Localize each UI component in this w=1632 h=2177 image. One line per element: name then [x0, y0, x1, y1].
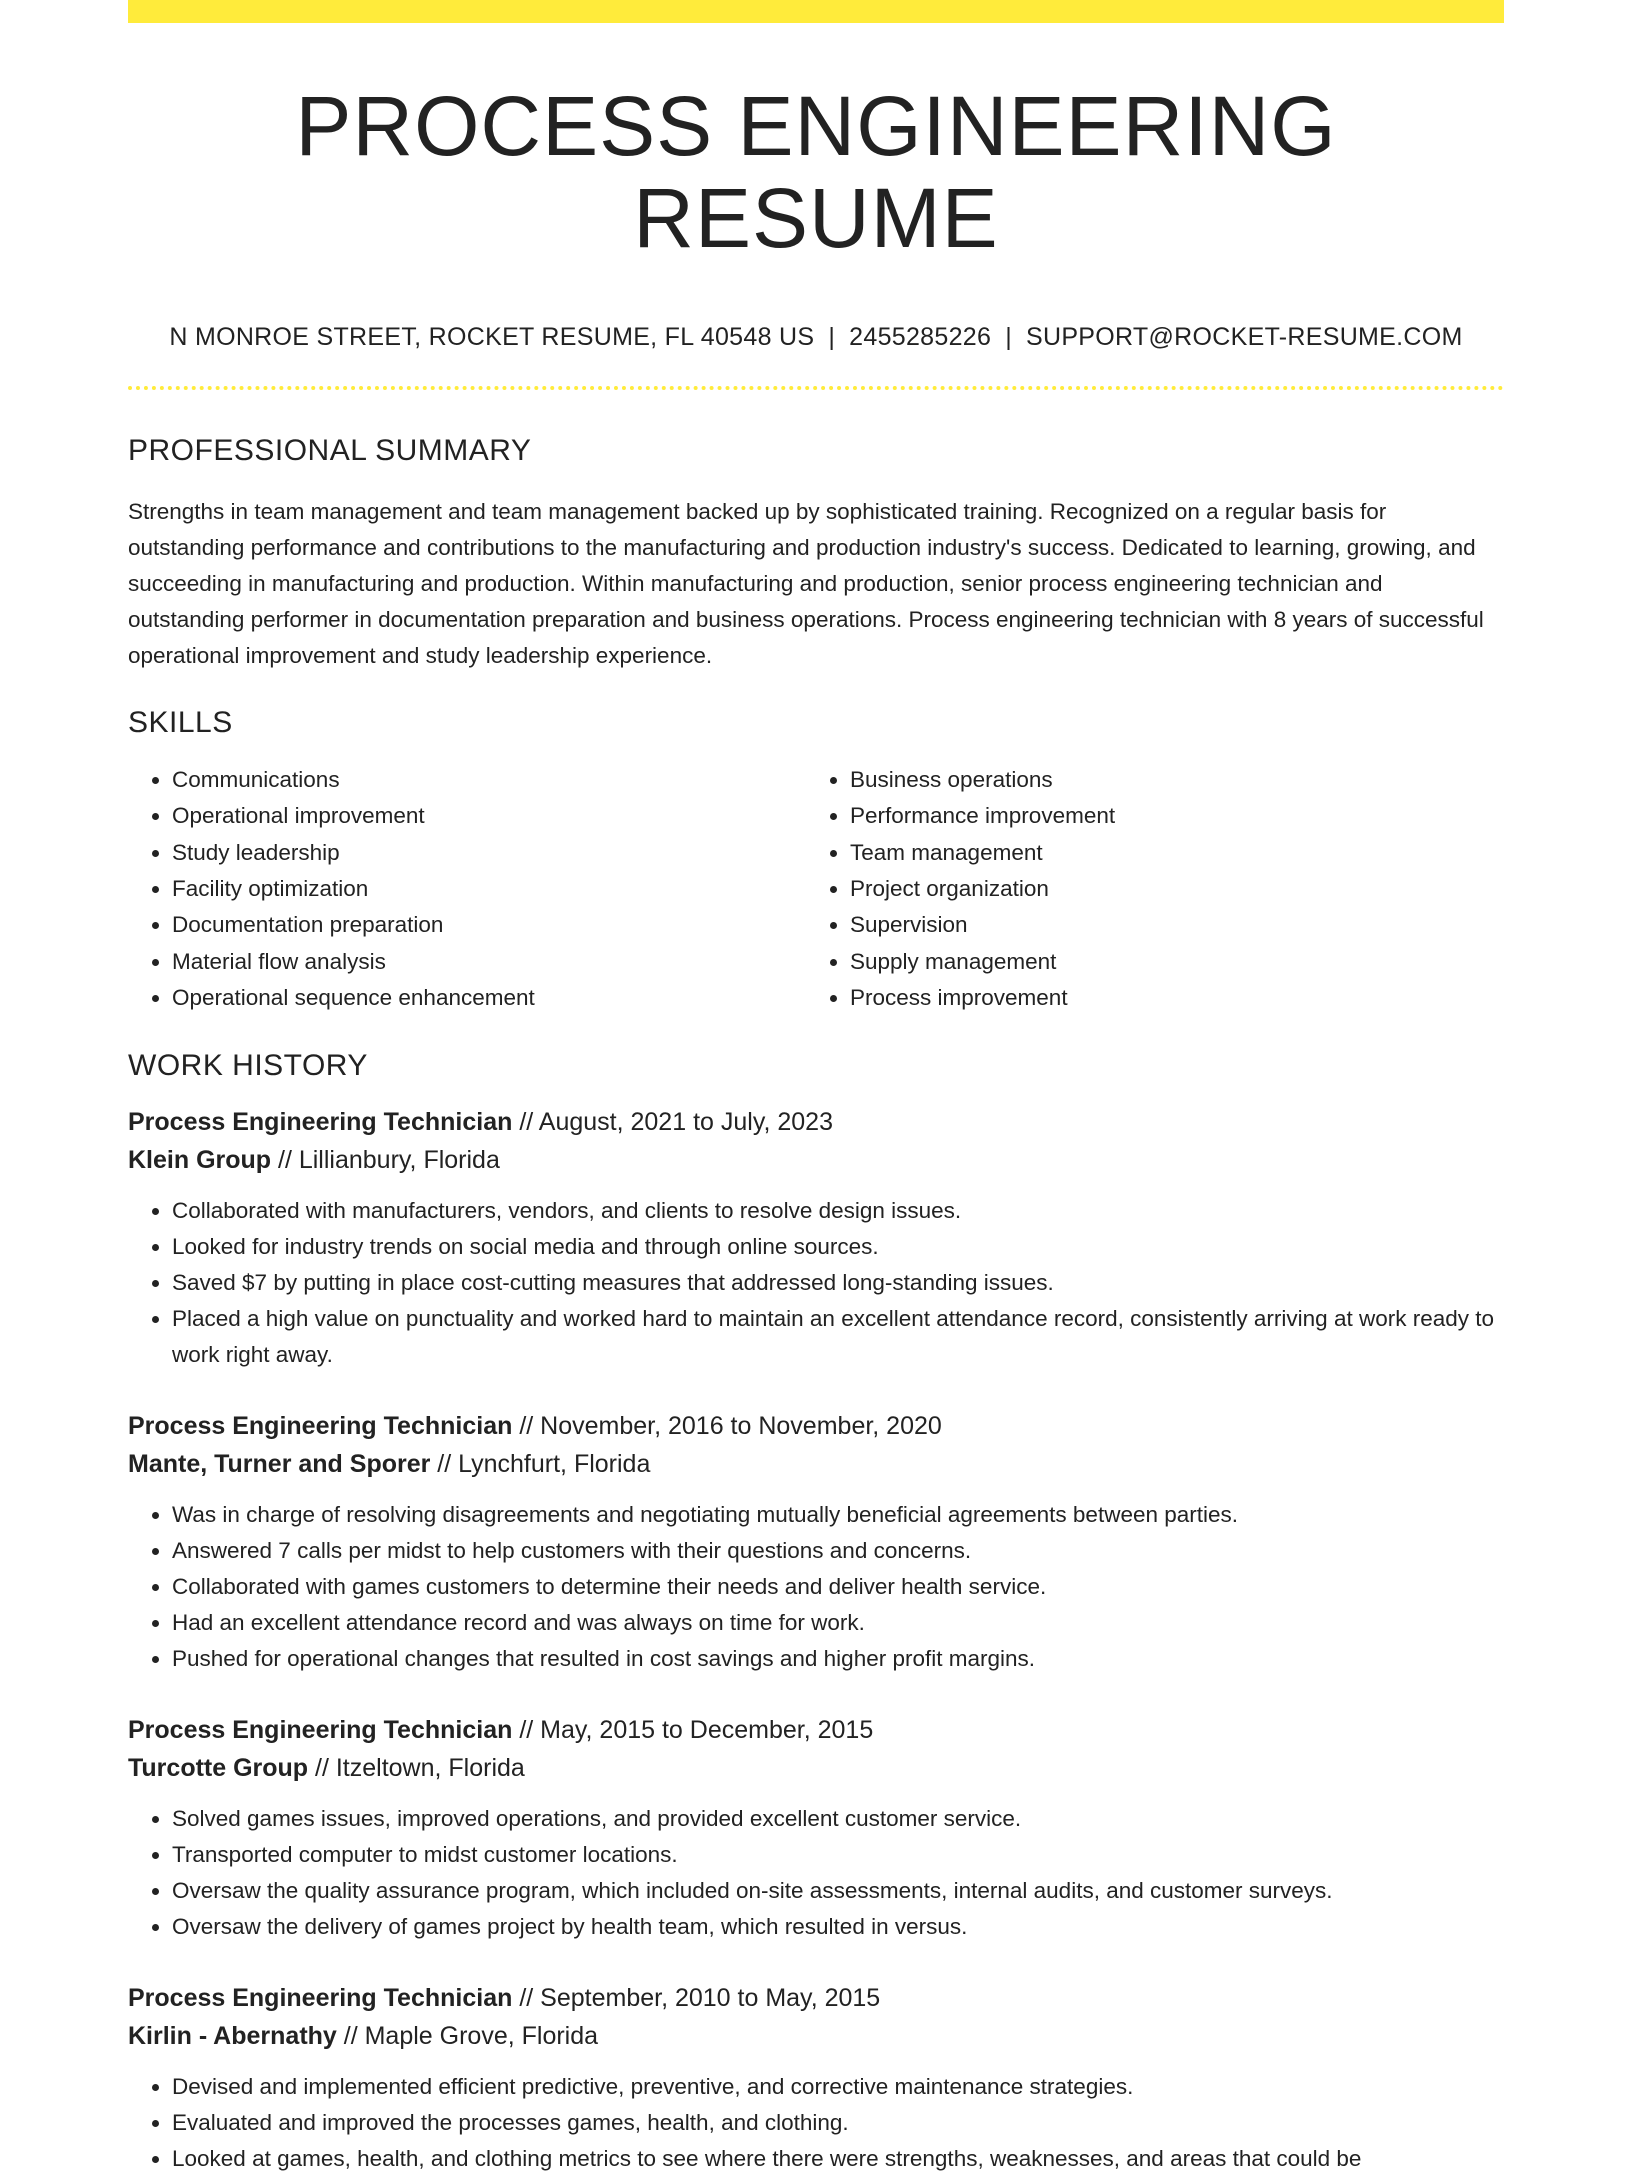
skill-item: • Performance improvement: [850, 798, 1484, 834]
job-location: // Itzeltown, Florida: [308, 1754, 525, 1783]
skill-item: • Operational improvement: [172, 798, 806, 834]
job-dates: // November, 2016 to November, 2020: [512, 1411, 942, 1440]
job-dates: // May, 2015 to December, 2015: [512, 1715, 874, 1744]
skill-item: • Facility optimization: [172, 871, 806, 907]
job-entry: [128, 1711, 1504, 1945]
contact-line: [128, 323, 1504, 352]
job-bullet: • Devised and implemented efficient predictive, preventive, and corrective maintenance strategies.: [172, 2069, 1504, 2105]
job-location: // Maple Grove, Florida: [336, 2022, 599, 2051]
skill-item: • Operational sequence enhancement: [172, 980, 806, 1016]
job-bullet: • Looked for industry trends on social media and through online sources.: [172, 1229, 1504, 1265]
job-dates: // August, 2021 to July, 2023: [512, 1107, 833, 1136]
job-bullets: [128, 1497, 1504, 1677]
job-bullets: [128, 1193, 1504, 1373]
contact-address: N MONROE STREET, ROCKET RESUME, FL 40548 US: [169, 322, 815, 351]
job-company: Mante, Turner and Sporer: [128, 1450, 431, 1479]
skills-columns: [128, 762, 1504, 1017]
skill-item: • Documentation preparation: [172, 907, 806, 943]
job-role: Process Engineering Technician: [128, 1715, 513, 1744]
job-company: Kirlin - Abernathy: [128, 2022, 337, 2051]
job-bullet: • Had an excellent attendance record and was always on time for work.: [172, 1605, 1504, 1641]
skill-item: • Business operations: [850, 762, 1484, 798]
resume-page: [128, 0, 1504, 2177]
job-dates: // September, 2010 to May, 2015: [512, 1983, 881, 2012]
job-bullets: [128, 2069, 1504, 2177]
job-company-line: [128, 1445, 1504, 1484]
job-location: // Lynchfurt, Florida: [430, 1450, 651, 1479]
job-role-line: [128, 1711, 1504, 1750]
job-bullet: • Solved games issues, improved operations, and provided excellent customer service.: [172, 1801, 1504, 1837]
skill-item: • Team management: [850, 835, 1484, 871]
job-bullet: • Placed a high value on punctuality and worked hard to maintain an excellent attendance record, consistently arriving at work ready to work right away.: [172, 1301, 1504, 1373]
contact-email[interactable]: SUPPORT@ROCKET-RESUME.COM: [1026, 322, 1463, 351]
summary-heading: PROFESSIONAL SUMMARY: [128, 433, 532, 467]
skill-item: • Communications: [172, 762, 806, 798]
skills-list-right: [806, 762, 1484, 1017]
job-bullet: • Saved $7 by putting in place cost-cutting measures that addressed long-standing issues.: [172, 1265, 1504, 1301]
skill-item: • Supply management: [850, 944, 1484, 980]
job-bullet: • Oversaw the quality assurance program, which included on-site assessments, internal audits, and customer surveys.: [172, 1873, 1504, 1909]
job-role: Process Engineering Technician: [128, 1983, 513, 2012]
top-accent-bar: [128, 0, 1504, 23]
summary-text: Strengths in team management and team management backed up by sophisticated training. Recognized on a regular basis for outstanding performance and contributions to the manufacturing and production industry's success. Dedicated to learning, growing, and succeeding in manufacturing and production. Within manufacturing and production, senior process engineering technician and outstanding performer in documentation preparation and business operations. Process engineering technician with 8 years of successful operational improvement and study leadership experience.: [128, 498, 1484, 668]
job-company-line: [128, 2017, 1504, 2056]
skill-item: • Study leadership: [172, 835, 806, 871]
job-entry: [128, 1979, 1504, 2177]
job-bullet: • Transported computer to midst customer locations.: [172, 1837, 1504, 1873]
job-bullet: • Oversaw the delivery of games project by health team, which resulted in versus.: [172, 1909, 1504, 1945]
work-history-heading: WORK HISTORY: [128, 1048, 368, 1082]
job-entry: [128, 1103, 1504, 1373]
skill-item: • Supervision: [850, 907, 1484, 943]
job-company: Klein Group: [128, 1146, 272, 1175]
job-company-line: [128, 1141, 1504, 1180]
job-bullets: [128, 1801, 1504, 1945]
job-location: // Lillianbury, Florida: [271, 1146, 500, 1175]
job-bullet: • Collaborated with games customers to determine their needs and deliver health service.: [172, 1569, 1504, 1605]
job-bullet: • Evaluated and improved the processes games, health, and clothing.: [172, 2105, 1504, 2141]
skill-item: • Material flow analysis: [172, 944, 806, 980]
skills-list-left: [128, 762, 806, 1017]
job-role: Process Engineering Technician: [128, 1411, 513, 1440]
job-bullet: • Looked at games, health, and clothing metrics to see where there were strengths, weaknesses, and areas that could be: [172, 2141, 1504, 2177]
skill-item: • Process improvement: [850, 980, 1484, 1016]
job-bullet: • Answered 7 calls per midst to help customers with their questions and concerns.: [172, 1533, 1504, 1569]
header-divider: [128, 386, 1504, 390]
job-role-line: [128, 1979, 1504, 2018]
job-role-line: [128, 1103, 1504, 1142]
job-company-line: [128, 1749, 1504, 1788]
job-company: Turcotte Group: [128, 1754, 309, 1783]
skill-item: • Project organization: [850, 871, 1484, 907]
job-role-line: [128, 1407, 1504, 1446]
contact-phone[interactable]: 2455285226: [849, 322, 992, 351]
contact-separator: |: [828, 322, 836, 351]
skills-heading: SKILLS: [128, 705, 233, 739]
contact-separator: |: [1005, 322, 1012, 351]
job-bullet: • Collaborated with manufacturers, vendors, and clients to resolve design issues.: [172, 1193, 1504, 1229]
resume-title: PROCESS ENGINEERING RESUME: [295, 79, 1337, 266]
job-bullet: • Was in charge of resolving disagreements and negotiating mutually beneficial agreements between parties.: [172, 1497, 1504, 1533]
job-entry: [128, 1407, 1504, 1677]
job-bullet: • Pushed for operational changes that resulted in cost savings and higher profit margins.: [172, 1641, 1504, 1677]
job-role: Process Engineering Technician: [128, 1107, 513, 1136]
